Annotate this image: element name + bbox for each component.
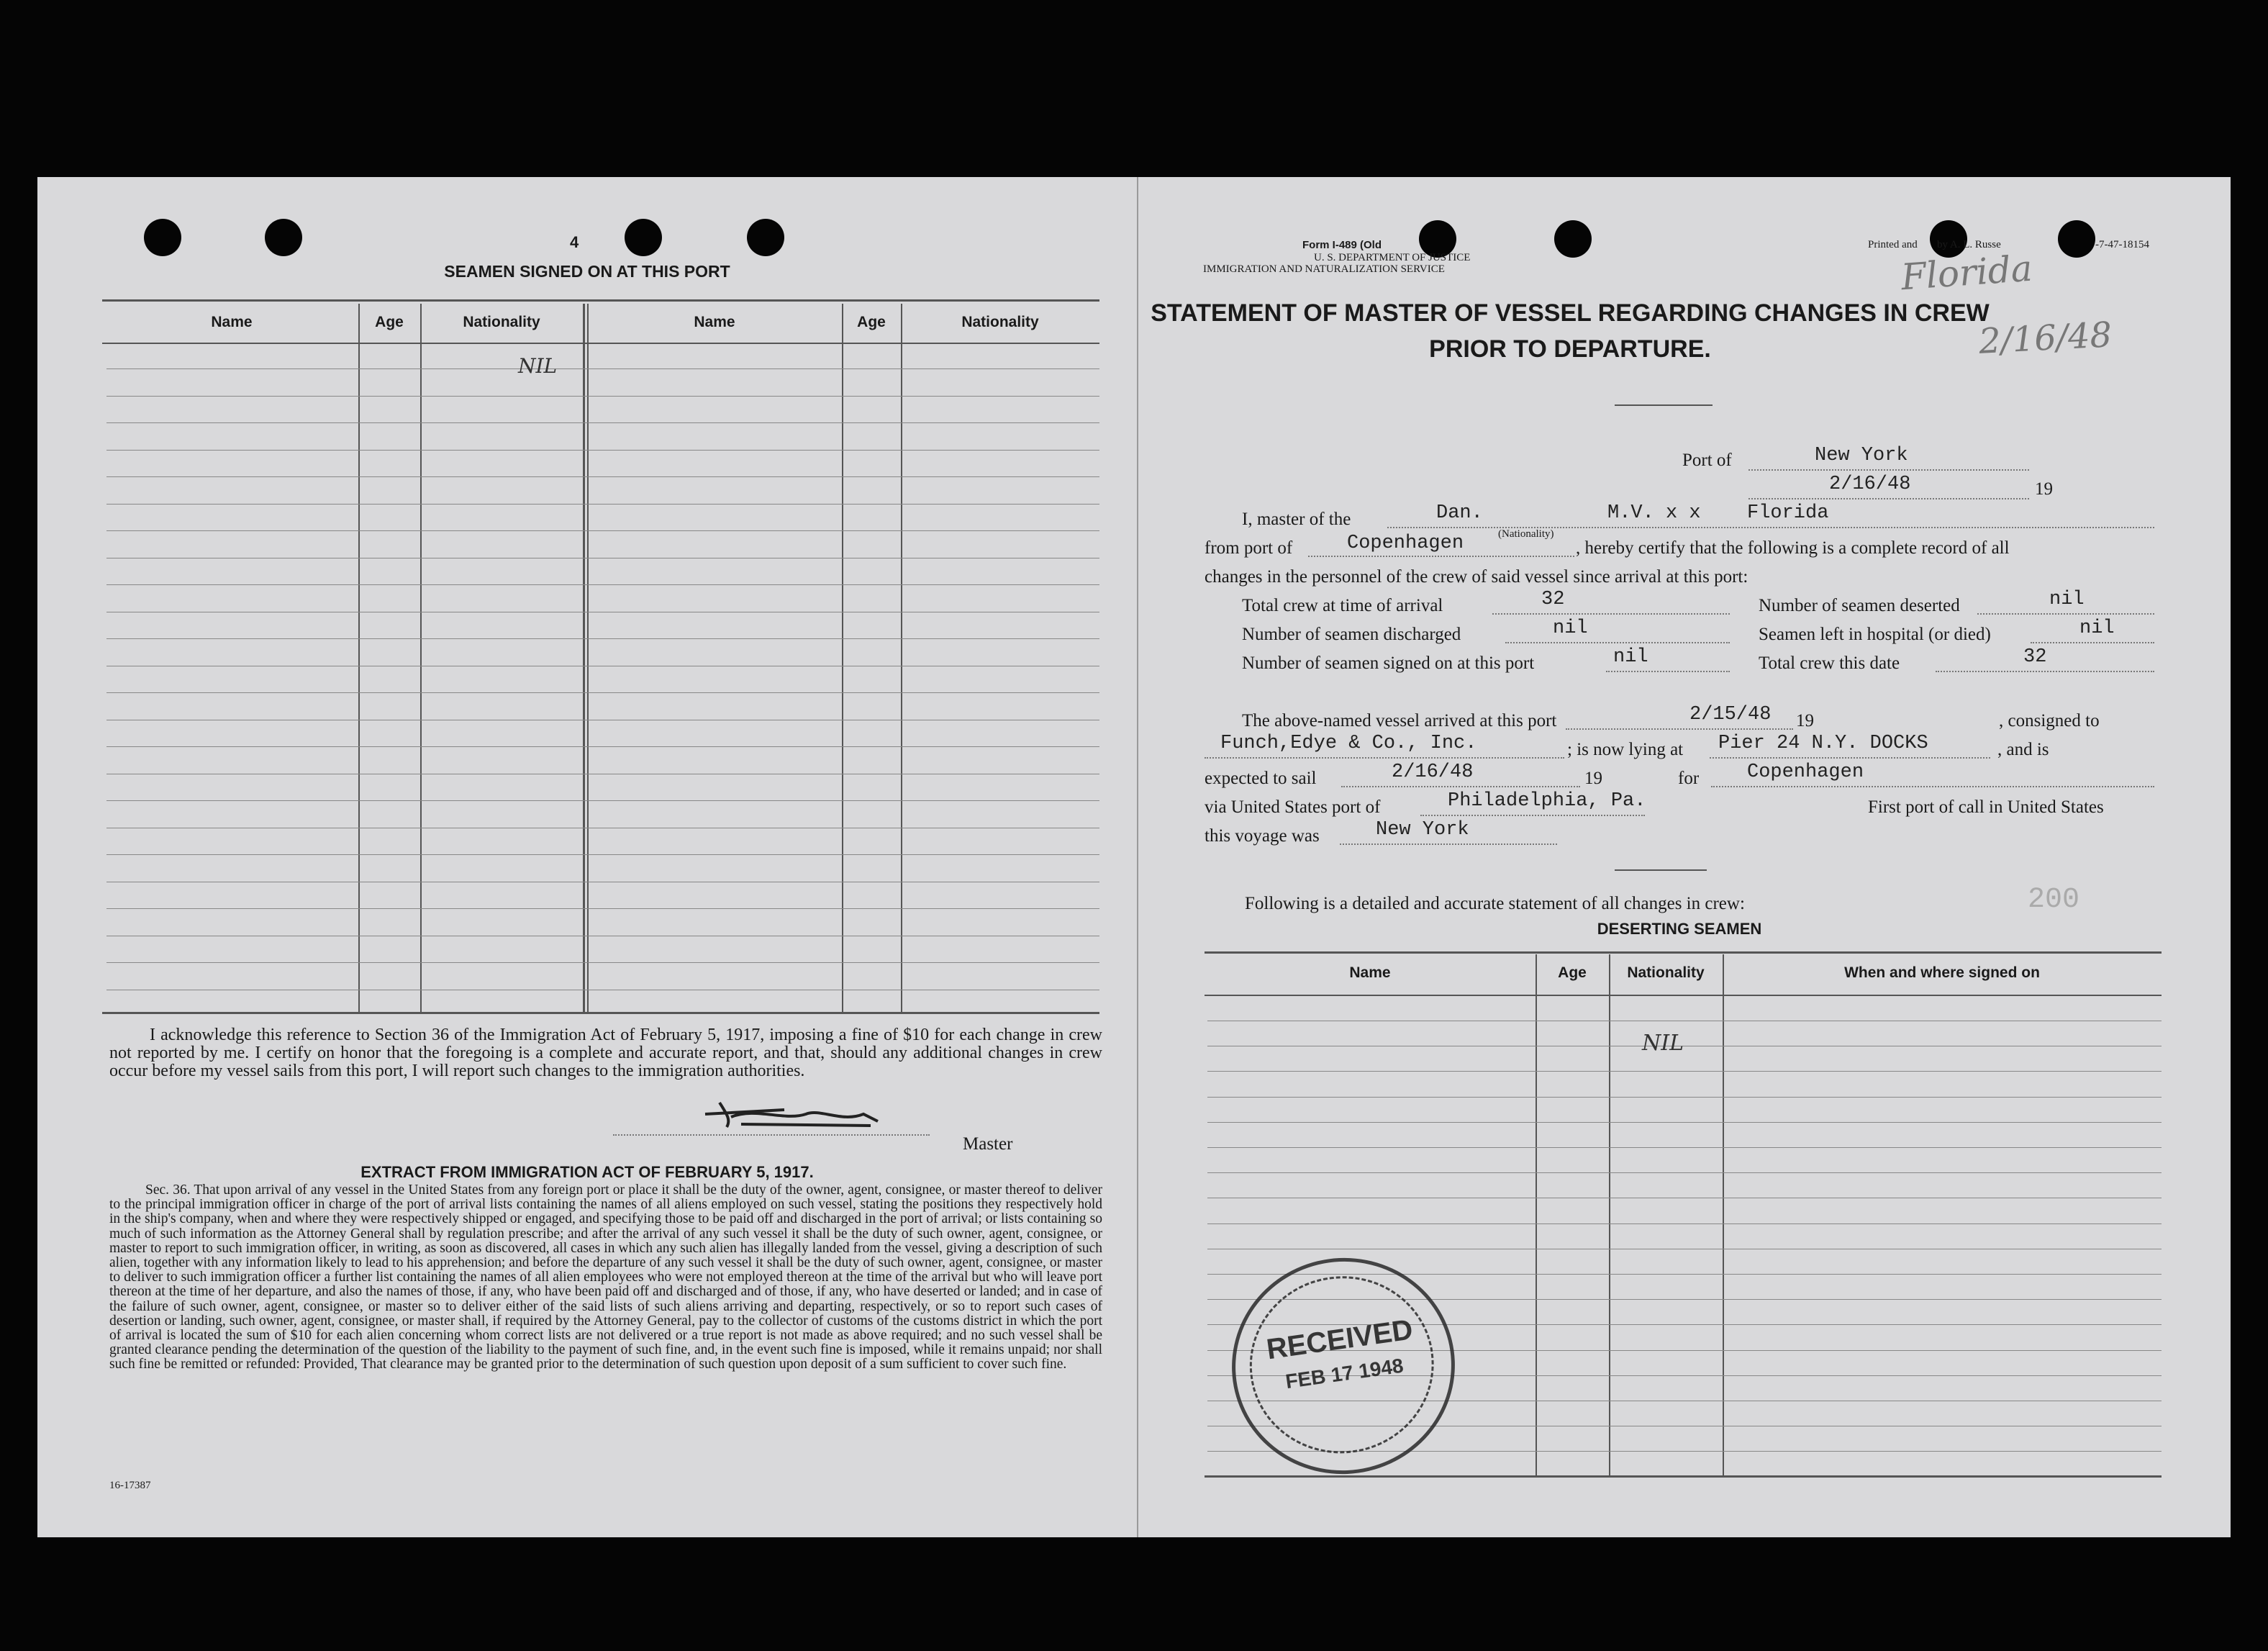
- punch-hole: [144, 219, 181, 256]
- printer-tail: by A. L. Russe: [1937, 239, 2001, 250]
- table-row: [106, 854, 1099, 855]
- hospital-label: Seamen left in hospital (or died): [1759, 625, 1991, 644]
- deserted-value: nil: [2049, 589, 2085, 610]
- right-page: [1137, 177, 2231, 1537]
- punch-hole: [747, 219, 784, 256]
- col-name: Name: [211, 314, 253, 330]
- master-of-label: I, master of the: [1242, 510, 1351, 529]
- table-row: [1207, 1122, 2162, 1123]
- service: IMMIGRATION AND NATURALIZATION SERVICE: [1203, 263, 1445, 275]
- date-value: 2/16/48: [1829, 474, 1911, 495]
- left-page: [37, 177, 1137, 1537]
- voyage-value: New York: [1376, 819, 1469, 841]
- acknowledgement-text: I acknowledge this reference to Section 36 of the Immigration Act of February 5, 1917, imposing a fine of $10 for each change in crew not reported by me. I certify on honor that the foregoing is a complete and accurate report, and that, should any additional changes in crew occur before my vessel sails from this port, I will report such changes to the immigration authorities.: [109, 1026, 1102, 1080]
- vessel-name: Florida: [1747, 502, 1829, 524]
- table-row: [106, 800, 1099, 801]
- for-value: Copenhagen: [1747, 761, 1864, 783]
- via-value: Philadelphia, Pa.: [1448, 790, 1646, 812]
- lying-value: Pier 24 N.Y. DOCKS: [1718, 733, 1928, 754]
- printer: Printed and: [1868, 239, 1918, 250]
- table-row: [106, 504, 1099, 505]
- from-port-value: Copenhagen: [1347, 533, 1464, 554]
- certify-text: , hereby certify that the following is a complete record of all: [1576, 538, 2010, 558]
- master-label: Master: [963, 1134, 1013, 1154]
- deserting-heading: DESERTING SEAMEN: [1597, 920, 1762, 938]
- sail-label: expected to sail: [1205, 769, 1317, 788]
- sail-value: 2/16/48: [1392, 761, 1474, 783]
- year-prefix: 19: [2035, 479, 2053, 499]
- form-number: Form I-489 (Old: [1302, 239, 1382, 251]
- via-label: via United States port of: [1205, 797, 1381, 817]
- stamped-number: 200: [2028, 884, 2080, 916]
- punch-hole: [265, 219, 302, 256]
- stamp-date: FEB 17 1948: [1284, 1354, 1405, 1393]
- table-row: [106, 476, 1099, 477]
- title-line-1: STATEMENT OF MASTER OF VESSEL REGARDING CHANGES IN CREW: [1151, 299, 1990, 327]
- vessel-type: M.V. x x: [1607, 502, 1701, 524]
- table-row: [1207, 1071, 2162, 1072]
- punch-hole: [625, 219, 662, 256]
- handwritten-date: 2/16/48: [1977, 315, 2113, 362]
- table-row: [106, 422, 1099, 423]
- table-row: [106, 584, 1099, 585]
- col-age: Age: [375, 314, 404, 330]
- table-row: [1207, 1223, 2162, 1224]
- deserted-label: Number of seamen deserted: [1759, 596, 1960, 615]
- col-nationality: Nationality: [463, 314, 540, 330]
- col-deserter-nationality: Nationality: [1627, 964, 1705, 981]
- nationality-value: Dan.: [1436, 502, 1483, 524]
- table-row: [1207, 1147, 2162, 1148]
- table-row: [106, 638, 1099, 639]
- col-deserter-signed-on: When and where signed on: [1844, 964, 2040, 981]
- year-prefix-3: 19: [1584, 769, 1602, 788]
- table-row: [1207, 1097, 2162, 1098]
- col-deserter-name: Name: [1349, 964, 1391, 981]
- table-row: [106, 530, 1099, 531]
- port-label: Port of: [1682, 451, 1732, 470]
- col-deserter-age: Age: [1558, 964, 1587, 981]
- extract-title: EXTRACT FROM IMMIGRATION ACT OF FEBRUARY 5, 1917.: [360, 1163, 814, 1181]
- handwritten-nil: NIL: [518, 354, 558, 378]
- title-line-2: PRIOR TO DEPARTURE.: [1429, 335, 1711, 363]
- extract-text: Sec. 36. That upon arrival of any vessel in the United States from any foreign port or place it shall be the duty of the owner, agent, consignee, or master thereof to deliver to the principal immigration officer in charge of the port of arrival lists containing the names of all aliens employed on such vessel, stating the positions they respectively hold in the ship's company, when and where they were respectively shipped or engaged, and specifying those to be paid off and discharged in the port of arrival; or lists containing so much of such information as the Attorney General shall by regulation prescribe; and after the arrival of any such vessel it shall be the duty of such owner, agent, consignee, or master to report to such immigration officer, in writing, as soon as discovered, all cases in which any such alien has illegally landed from the vessel, giving a description of such alien, together with any information likely to lead to his apprehension; and before the departure of any such vessel it shall be the duty of such owner, agent, consignee, or master to deliver to such immigration officer a further list containing the names of all alien employees who were not employed thereon at the time of the arrival but who will leave port thereon at the time of her departure, and also the names of those, if any, who have been paid off and discharged and of those, if any, who have deserted or landed; and in case of the failure of such owner, agent, consignee, or master so to deliver either of the said lists of such aliens arriving and departing, respectively, or so to report such cases of desertion or landing, such owner, agent, consignee, or master shall, if required by the Attorney General, pay to the collector of customs of the customs district in which the port of arrival is located the sum of $10 for each alien concerning whom correct lists are not delivered or a true report is not made as above required; and no such vessel shall be granted clearance pending the determination of the question of the liability to the payment of such fine, and, in the event such fine is imposed, while it remains unpaid; nor shall such fine be remitted or refunded: Provided, That clearance may be granted prior to the determination of such question upon deposit of a sum sufficient to cover such fine.: [109, 1182, 1102, 1372]
- following-text: Following is a detailed and accurate statement of all changes in crew:: [1245, 894, 1745, 913]
- from-port-label: from port of: [1205, 538, 1293, 558]
- first-port-label: First port of call in United States: [1868, 797, 2104, 817]
- nationality-caption: (Nationality): [1498, 528, 1554, 540]
- table-row: [106, 962, 1099, 963]
- total-arrival-value: 32: [1541, 589, 1565, 610]
- handwritten-vessel: Florida: [1900, 247, 2034, 299]
- discharged-label: Number of seamen discharged: [1242, 625, 1461, 644]
- form-title: [1138, 295, 2002, 367]
- arrived-label: The above-named vessel arrived at this port: [1242, 711, 1557, 730]
- hospital-value: nil: [2079, 618, 2115, 639]
- total-arrival-label: Total crew at time of arrival: [1242, 596, 1443, 615]
- total-today-value: 32: [2023, 646, 2047, 668]
- and-is: , and is: [1997, 740, 2049, 759]
- for-label: for: [1678, 769, 1700, 788]
- page-number: 4: [570, 233, 579, 251]
- table-row: [106, 908, 1099, 909]
- department: U. S. DEPARTMENT OF JUSTICE: [1314, 252, 1471, 263]
- table-row: [106, 746, 1099, 747]
- signed-on-label: Number of seamen signed on at this port: [1242, 653, 1535, 673]
- stamp-received-text: RECEIVED: [1264, 1313, 1415, 1366]
- punch-hole: [2058, 220, 2095, 258]
- printer-code: -7-47-18154: [2095, 239, 2149, 250]
- col-name-2: Name: [694, 314, 735, 330]
- discharged-value: nil: [1553, 618, 1588, 639]
- consigned-label: , consigned to: [1999, 711, 2100, 730]
- table-row: [106, 692, 1099, 693]
- signed-on-value: nil: [1613, 646, 1648, 668]
- arrived-value: 2/15/48: [1689, 704, 1772, 725]
- year-prefix-2: 19: [1796, 711, 1814, 730]
- handwritten-nil-2: NIL: [1642, 1031, 1684, 1056]
- table-row: [106, 368, 1099, 369]
- total-today-label: Total crew this date: [1759, 653, 1900, 673]
- left-heading: SEAMEN SIGNED ON AT THIS PORT: [444, 262, 730, 281]
- table-row: [106, 396, 1099, 397]
- changes-text: changes in the personnel of the crew of said vessel since arrival at this port:: [1205, 567, 1748, 587]
- table-row: [1207, 1172, 2162, 1173]
- lying-label: ; is now lying at: [1567, 740, 1684, 759]
- form-code: 16-17387: [109, 1480, 151, 1491]
- col-age-2: Age: [857, 314, 886, 330]
- punch-hole: [1554, 220, 1592, 258]
- consignee-value: Funch,Edye & Co., Inc.: [1220, 733, 1477, 754]
- master-signature: [698, 1093, 899, 1136]
- col-nationality-2: Nationality: [961, 314, 1039, 330]
- voyage-label: this voyage was: [1205, 826, 1320, 846]
- port-value: New York: [1815, 445, 1908, 466]
- table-row: [106, 450, 1099, 451]
